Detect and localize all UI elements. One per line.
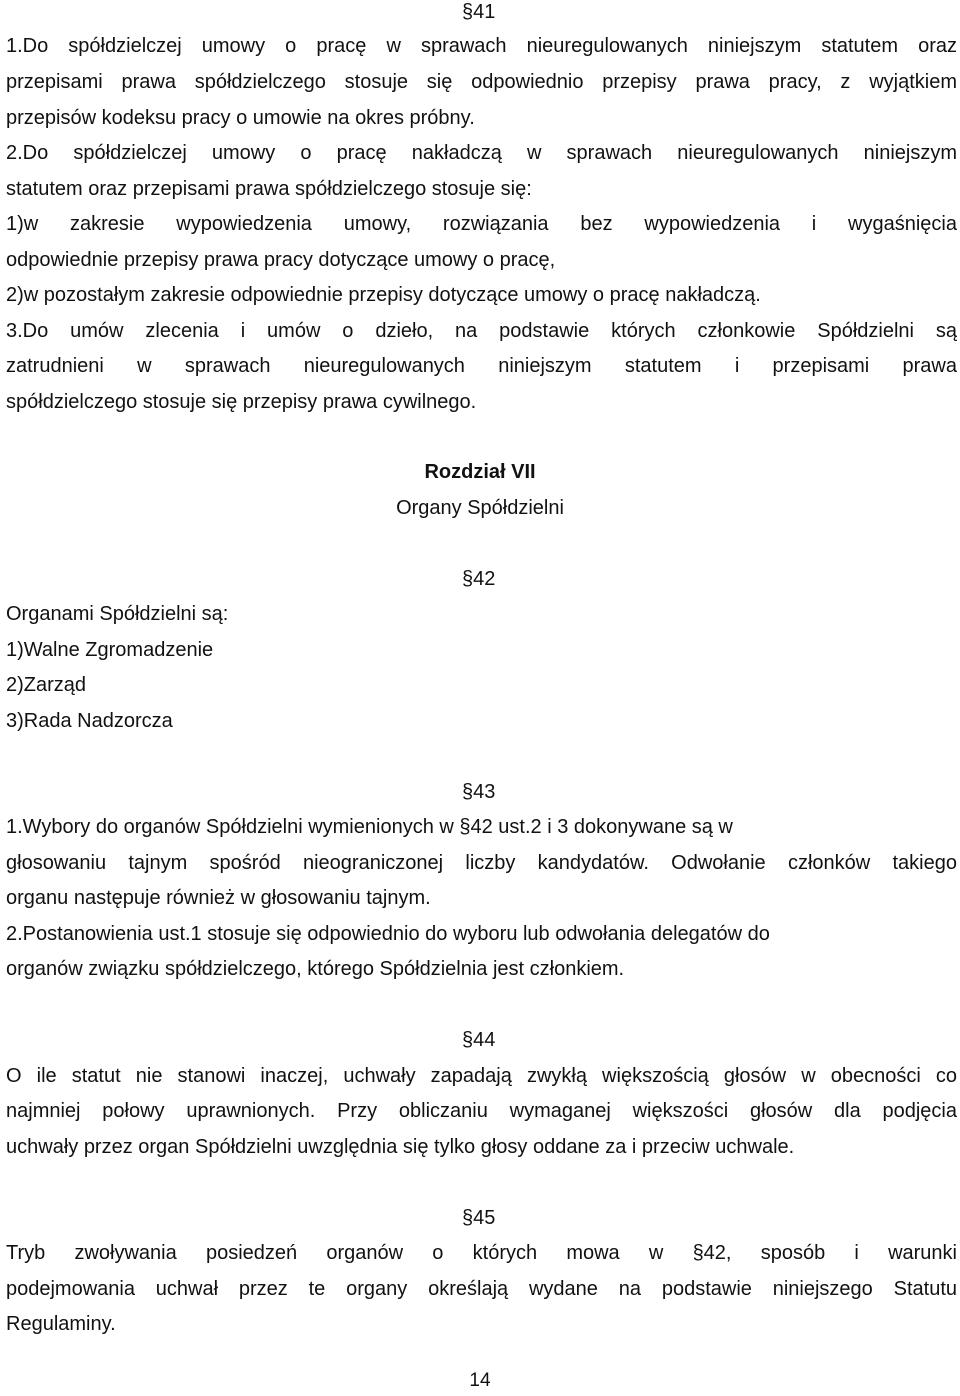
paragraph-line: przepisów kodeksu pracy o umowie na okres próbny. bbox=[6, 107, 475, 129]
paragraph-line: 2.Do spółdzielczej umowy o pracę nakładczą w sprawach nieuregulowanych niniejszym bbox=[6, 142, 957, 164]
section-43-heading: §43 bbox=[462, 781, 496, 803]
paragraph-line: 3.Do umów zlecenia i umów o dzieło, na podstawie których członkowie Spółdzielni są bbox=[6, 320, 957, 342]
list-item: 2)Zarząd bbox=[6, 674, 87, 696]
paragraph-line: Regulaminy. bbox=[6, 1313, 116, 1335]
paragraph-line: O ile statut nie stanowi inaczej, uchwały zapadają zwykłą większością głosów w obecności co bbox=[6, 1065, 957, 1087]
paragraph-line: 1)w zakresie wypowiedzenia umowy, rozwiązania bez wypowiedzenia i wygaśnięcia bbox=[6, 213, 957, 235]
paragraph-line: 2.Postanowienia ust.1 stosuje się odpowiednio do wyboru lub odwołania delegatów do bbox=[6, 923, 770, 945]
chapter-number: Rozdział VII bbox=[424, 461, 536, 483]
paragraph-line: podejmowania uchwał przez te organy określają wydane na podstawie niniejszego Statutu bbox=[6, 1278, 957, 1300]
section-44-heading: §44 bbox=[462, 1029, 496, 1051]
paragraph-line: Tryb zwoływania posiedzeń organów o których mowa w §42, sposób i warunki bbox=[6, 1242, 957, 1264]
paragraph-line: statutem oraz przepisami prawa spółdzielczego stosuje się: bbox=[6, 178, 532, 200]
section-41-heading: §41 bbox=[462, 1, 496, 23]
paragraph-line: najmniej połowy uprawnionych. Przy obliczaniu wymaganej większości głosów dla podjęcia bbox=[6, 1100, 957, 1122]
page-number: 14 bbox=[469, 1370, 491, 1391]
paragraph-line: organów związku spółdzielczego, którego Spółdzielnia jest członkiem. bbox=[6, 958, 625, 980]
paragraph-line: organu następuje również w głosowaniu tajnym. bbox=[6, 887, 431, 909]
paragraph-line: uchwały przez organ Spółdzielni uwzględnia się tylko głosy oddane za i przeciw uchwale. bbox=[6, 1136, 795, 1158]
paragraph-line: odpowiednie przepisy prawa pracy dotyczące umowy o pracę, bbox=[6, 249, 556, 271]
paragraph-line: spółdzielczego stosuje się przepisy prawa cywilnego. bbox=[6, 391, 477, 413]
paragraph-line: Organami Spółdzielni są: bbox=[6, 603, 229, 625]
paragraph-line: przepisami prawa spółdzielczego stosuje się odpowiednio przepisy prawa pracy, z wyjątkiem bbox=[6, 71, 957, 93]
paragraph-line: zatrudnieni w sprawach nieuregulowanych niniejszym statutem i przepisami prawa bbox=[6, 355, 957, 377]
section-42-heading: §42 bbox=[462, 568, 496, 590]
list-item: 3)Rada Nadzorcza bbox=[6, 710, 173, 732]
paragraph-line: 2)w pozostałym zakresie odpowiednie przepisy dotyczące umowy o pracę nakładczą. bbox=[6, 284, 761, 306]
section-45-heading: §45 bbox=[462, 1207, 496, 1229]
paragraph-line: 1.Wybory do organów Spółdzielni wymienionych w §42 ust.2 i 3 dokonywane są w bbox=[6, 816, 733, 838]
paragraph-line: 1.Do spółdzielczej umowy o pracę w sprawach nieuregulowanych niniejszym statutem oraz bbox=[6, 35, 957, 57]
paragraph-line: głosowaniu tajnym spośród nieograniczonej liczby kandydatów. Odwołanie członków takiego bbox=[6, 852, 957, 874]
chapter-title: Organy Spółdzielni bbox=[396, 497, 564, 519]
list-item: 1)Walne Zgromadzenie bbox=[6, 639, 214, 661]
